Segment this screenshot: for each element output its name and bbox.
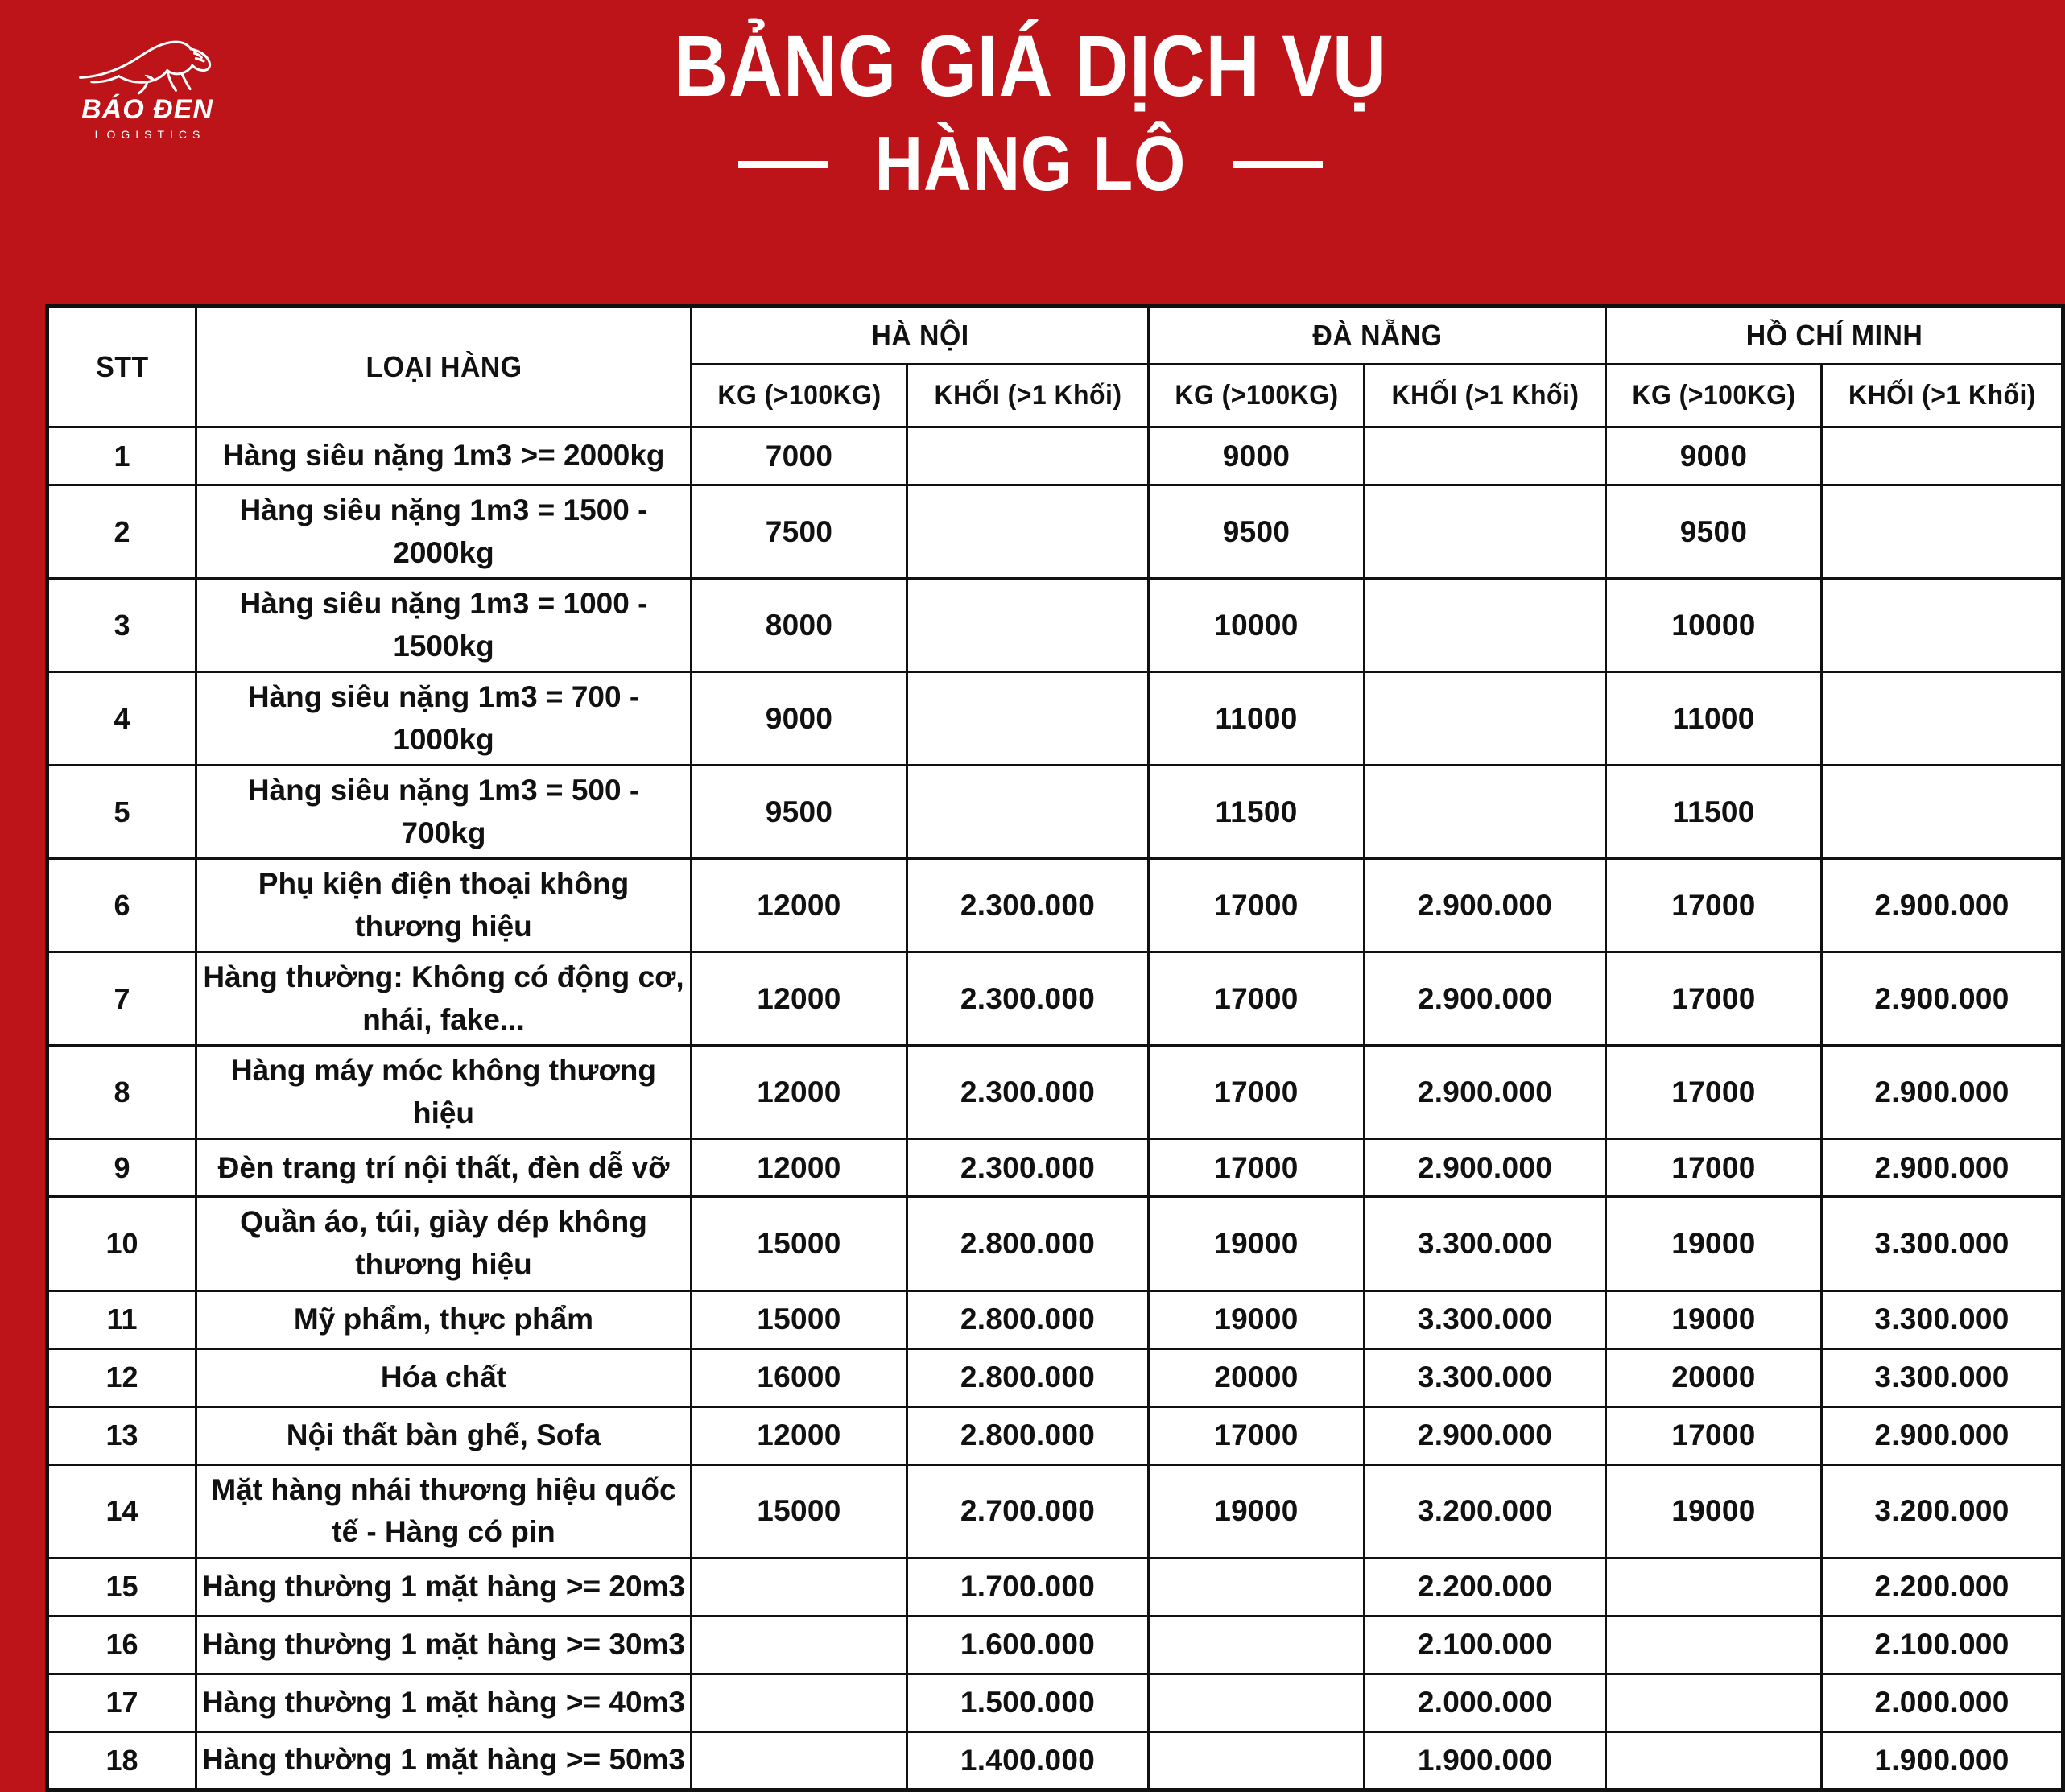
- cell-loai-hang: Hàng siêu nặng 1m3 >= 2000kg: [196, 427, 692, 485]
- cell-hcm-khoi: 3.200.000: [1822, 1464, 2063, 1558]
- cell-hn-kg: 12000: [692, 952, 907, 1046]
- cell-dn-khoi: [1365, 766, 1606, 859]
- cell-dn-khoi: 2.900.000: [1365, 859, 1606, 952]
- col-header-hn-kg: KG (>100KG): [698, 365, 901, 427]
- cell-loai-hang: Hàng thường 1 mặt hàng >= 30m3: [196, 1616, 692, 1674]
- cell-loai-hang: Hàng siêu nặng 1m3 = 700 - 1000kg: [196, 672, 692, 766]
- col-header-dn-khoi: KHỐI (>1 Khối): [1372, 365, 1599, 427]
- cell-hn-kg: 7500: [692, 485, 907, 579]
- cell-hcm-khoi: 3.300.000: [1822, 1197, 2063, 1290]
- cell-hn-khoi: [907, 579, 1149, 672]
- rule-right-icon: [1233, 161, 1323, 168]
- cell-dn-khoi: 2.100.000: [1365, 1616, 1606, 1674]
- cell-hcm-kg: 11500: [1606, 766, 1822, 859]
- cell-hcm-khoi: [1822, 672, 2063, 766]
- cell-hcm-khoi: 3.300.000: [1822, 1290, 2063, 1348]
- cell-loai-hang: Hàng máy móc không thương hiệu: [196, 1046, 692, 1139]
- rule-left-icon: [738, 161, 828, 168]
- cell-hn-kg: 12000: [692, 1046, 907, 1139]
- cell-hn-kg: 9500: [692, 766, 907, 859]
- cell-loai-hang: Đèn trang trí nội thất, đèn dễ vỡ: [196, 1139, 692, 1197]
- cell-dn-kg: 17000: [1149, 859, 1365, 952]
- cell-dn-khoi: 3.300.000: [1365, 1348, 1606, 1406]
- table-row: [47, 766, 2063, 859]
- cell-hcm-kg: 17000: [1606, 1406, 1822, 1464]
- table-row: [47, 1197, 2063, 1290]
- subtitle-row: [0, 121, 2061, 207]
- cell-dn-khoi: [1365, 427, 1606, 485]
- cell-hn-kg: 15000: [692, 1464, 907, 1558]
- table-header-row-groups: [47, 307, 2063, 365]
- cell-dn-kg: 20000: [1149, 1348, 1365, 1406]
- cell-hcm-khoi: 2.200.000: [1822, 1558, 2063, 1616]
- table-row: [47, 1139, 2063, 1197]
- brand-tagline: LOGISTICS: [94, 128, 206, 141]
- cell-hcm-kg: [1606, 1558, 1822, 1616]
- cell-dn-khoi: 2.000.000: [1365, 1674, 1606, 1732]
- cell-hcm-kg: 17000: [1606, 859, 1822, 952]
- cell-stt: 11: [47, 1290, 196, 1348]
- cell-loai-hang: Hàng thường: Không có động cơ, nhái, fake...: [196, 952, 692, 1046]
- cell-loai-hang: Hàng siêu nặng 1m3 = 1500 - 2000kg: [196, 485, 692, 579]
- cell-hn-khoi: 2.300.000: [907, 859, 1149, 952]
- cell-stt: 14: [47, 1464, 196, 1558]
- cell-dn-khoi: [1365, 579, 1606, 672]
- cell-hn-kg: [692, 1732, 907, 1790]
- cell-hcm-khoi: 2.900.000: [1822, 1406, 2063, 1464]
- cell-hcm-kg: 19000: [1606, 1464, 1822, 1558]
- cell-stt: 5: [47, 766, 196, 859]
- cell-stt: 13: [47, 1406, 196, 1464]
- cell-loai-hang: Hàng thường 1 mặt hàng >= 40m3: [196, 1674, 692, 1732]
- cell-loai-hang: Mỹ phẩm, thực phẩm: [196, 1290, 692, 1348]
- cell-hn-khoi: 2.800.000: [907, 1348, 1149, 1406]
- cell-loai-hang: Phụ kiện điện thoại không thương hiệu: [196, 859, 692, 952]
- col-header-hcm-kg: KG (>100KG): [1613, 365, 1815, 427]
- cell-hn-khoi: 2.700.000: [907, 1464, 1149, 1558]
- col-group-header-ha-noi: HÀ NỘI: [705, 307, 1135, 365]
- cell-dn-kg: 9500: [1149, 485, 1365, 579]
- cell-hn-khoi: 2.800.000: [907, 1406, 1149, 1464]
- price-table: [45, 304, 2065, 1792]
- cell-stt: 17: [47, 1674, 196, 1732]
- cell-stt: 1: [47, 427, 196, 485]
- table-row: [47, 1616, 2063, 1674]
- cell-hcm-khoi: [1822, 485, 2063, 579]
- cell-dn-khoi: 3.200.000: [1365, 1464, 1606, 1558]
- table-row: [47, 672, 2063, 766]
- cell-stt: 16: [47, 1616, 196, 1674]
- col-group-header-ho-chi-minh: HỒ CHÍ MINH: [1620, 307, 2050, 365]
- cell-hn-kg: 8000: [692, 579, 907, 672]
- cell-hcm-kg: [1606, 1732, 1822, 1790]
- cell-stt: 2: [47, 485, 196, 579]
- col-header-stt: STT: [52, 307, 192, 427]
- cell-dn-khoi: 2.900.000: [1365, 1406, 1606, 1464]
- cell-dn-kg: [1149, 1616, 1365, 1674]
- col-header-loai-hang: LOẠI HÀNG: [211, 307, 676, 427]
- cell-hn-kg: [692, 1674, 907, 1732]
- table-row: [47, 1406, 2063, 1464]
- cell-hcm-kg: 19000: [1606, 1290, 1822, 1348]
- cell-loai-hang: Hóa chất: [196, 1348, 692, 1406]
- cell-dn-khoi: 2.900.000: [1365, 1139, 1606, 1197]
- cell-dn-kg: [1149, 1558, 1365, 1616]
- poster-header: [0, 0, 2061, 298]
- cell-hcm-kg: [1606, 1674, 1822, 1732]
- brand-wordmark: BÁO ĐEN: [81, 94, 213, 125]
- table-row: [47, 1290, 2063, 1348]
- cell-hcm-khoi: [1822, 579, 2063, 672]
- cell-dn-kg: 19000: [1149, 1197, 1365, 1290]
- cell-stt: 9: [47, 1139, 196, 1197]
- cell-hcm-kg: 17000: [1606, 952, 1822, 1046]
- cell-hn-khoi: [907, 766, 1149, 859]
- table-body: [47, 427, 2063, 1790]
- cell-hcm-khoi: [1822, 427, 2063, 485]
- cell-loai-hang: Quần áo, túi, giày dép không thương hiệu: [196, 1197, 692, 1290]
- cell-stt: 12: [47, 1348, 196, 1406]
- cell-hcm-kg: 20000: [1606, 1348, 1822, 1406]
- cell-hn-khoi: 2.300.000: [907, 1046, 1149, 1139]
- cell-hcm-kg: 9500: [1606, 485, 1822, 579]
- cell-dn-khoi: 1.900.000: [1365, 1732, 1606, 1790]
- cell-dn-kg: 19000: [1149, 1464, 1365, 1558]
- cell-stt: 15: [47, 1558, 196, 1616]
- cell-hn-kg: 15000: [692, 1197, 907, 1290]
- cell-hcm-khoi: 2.100.000: [1822, 1616, 2063, 1674]
- cell-stt: 7: [47, 952, 196, 1046]
- cell-dn-khoi: 2.900.000: [1365, 1046, 1606, 1139]
- cell-hn-khoi: 2.800.000: [907, 1197, 1149, 1290]
- cell-hn-kg: 15000: [692, 1290, 907, 1348]
- cell-hn-khoi: 2.300.000: [907, 952, 1149, 1046]
- cell-dn-khoi: [1365, 672, 1606, 766]
- cell-dn-kg: [1149, 1732, 1365, 1790]
- cell-loai-hang: Mặt hàng nhái thương hiệu quốc tế - Hàng có pin: [196, 1464, 692, 1558]
- cell-dn-khoi: 2.200.000: [1365, 1558, 1606, 1616]
- cell-dn-kg: 17000: [1149, 1046, 1365, 1139]
- cell-hcm-kg: 9000: [1606, 427, 1822, 485]
- table-row: [47, 1674, 2063, 1732]
- table-row: [47, 427, 2063, 485]
- cell-dn-kg: 17000: [1149, 1139, 1365, 1197]
- cell-hcm-khoi: 3.300.000: [1822, 1348, 2063, 1406]
- table-row: [47, 1732, 2063, 1790]
- cell-hn-khoi: 1.400.000: [907, 1732, 1149, 1790]
- cell-hcm-kg: 11000: [1606, 672, 1822, 766]
- col-header-hn-khoi: KHỐI (>1 Khối): [915, 365, 1142, 427]
- cell-hn-khoi: [907, 672, 1149, 766]
- table-row: [47, 1558, 2063, 1616]
- cell-hcm-khoi: 2.000.000: [1822, 1674, 2063, 1732]
- cell-dn-kg: 19000: [1149, 1290, 1365, 1348]
- cell-hn-khoi: [907, 485, 1149, 579]
- cell-hn-khoi: 2.300.000: [907, 1139, 1149, 1197]
- cell-stt: 4: [47, 672, 196, 766]
- cell-dn-khoi: 2.900.000: [1365, 952, 1606, 1046]
- cell-hn-kg: [692, 1558, 907, 1616]
- cell-hcm-kg: 19000: [1606, 1197, 1822, 1290]
- cell-dn-kg: 10000: [1149, 579, 1365, 672]
- cell-hn-kg: 12000: [692, 1406, 907, 1464]
- cell-dn-kg: 9000: [1149, 427, 1365, 485]
- cell-hn-khoi: 2.800.000: [907, 1290, 1149, 1348]
- cell-hcm-khoi: 2.900.000: [1822, 1046, 2063, 1139]
- cell-loai-hang: Hàng siêu nặng 1m3 = 1000 - 1500kg: [196, 579, 692, 672]
- cell-dn-kg: [1149, 1674, 1365, 1732]
- table-row: [47, 952, 2063, 1046]
- cell-hn-kg: [692, 1616, 907, 1674]
- cell-dn-kg: 11500: [1149, 766, 1365, 859]
- table-row: [47, 485, 2063, 579]
- table-head: [47, 307, 2063, 427]
- cell-loai-hang: Hàng thường 1 mặt hàng >= 50m3: [196, 1732, 692, 1790]
- table-row: [47, 1348, 2063, 1406]
- cell-hcm-khoi: 2.900.000: [1822, 952, 2063, 1046]
- cell-dn-khoi: [1365, 485, 1606, 579]
- cell-hcm-kg: 10000: [1606, 579, 1822, 672]
- cell-loai-hang: Nội thất bàn ghế, Sofa: [196, 1406, 692, 1464]
- cell-dn-kg: 17000: [1149, 1406, 1365, 1464]
- cell-hcm-kg: 17000: [1606, 1139, 1822, 1197]
- page-title: BẢNG GIÁ DỊCH VỤ: [674, 17, 1387, 114]
- cell-dn-khoi: 3.300.000: [1365, 1197, 1606, 1290]
- price-table-container: [45, 304, 2036, 1792]
- cell-dn-kg: 17000: [1149, 952, 1365, 1046]
- cell-hn-kg: 12000: [692, 859, 907, 952]
- cell-hn-kg: 12000: [692, 1139, 907, 1197]
- cell-stt: 6: [47, 859, 196, 952]
- col-header-hcm-khoi: KHỐI (>1 Khối): [1829, 365, 2056, 427]
- cell-stt: 3: [47, 579, 196, 672]
- cell-stt: 18: [47, 1732, 196, 1790]
- cell-loai-hang: Hàng thường 1 mặt hàng >= 20m3: [196, 1558, 692, 1616]
- cell-hcm-khoi: 1.900.000: [1822, 1732, 2063, 1790]
- table-row: [47, 1046, 2063, 1139]
- cell-hcm-khoi: 2.900.000: [1822, 859, 2063, 952]
- cell-hcm-khoi: [1822, 766, 2063, 859]
- table-row: [47, 1464, 2063, 1558]
- cell-stt: 8: [47, 1046, 196, 1139]
- cell-hn-kg: 16000: [692, 1348, 907, 1406]
- cell-hn-kg: 7000: [692, 427, 907, 485]
- col-header-dn-kg: KG (>100KG): [1155, 365, 1358, 427]
- title-block: [0, 17, 2061, 207]
- cell-dn-khoi: 3.300.000: [1365, 1290, 1606, 1348]
- cell-stt: 10: [47, 1197, 196, 1290]
- cell-hn-khoi: 1.700.000: [907, 1558, 1149, 1616]
- cell-dn-kg: 11000: [1149, 672, 1365, 766]
- cell-hn-kg: 9000: [692, 672, 907, 766]
- table-row: [47, 579, 2063, 672]
- col-group-header-da-nang: ĐÀ NẴNG: [1163, 307, 1592, 365]
- table-row: [47, 859, 2063, 952]
- page-subtitle: HÀNG LÔ: [874, 121, 1187, 207]
- cell-loai-hang: Hàng siêu nặng 1m3 = 500 - 700kg: [196, 766, 692, 859]
- cell-hn-khoi: 1.500.000: [907, 1674, 1149, 1732]
- cell-hcm-kg: [1606, 1616, 1822, 1674]
- cell-hcm-kg: 17000: [1606, 1046, 1822, 1139]
- cell-hn-khoi: [907, 427, 1149, 485]
- cell-hn-khoi: 1.600.000: [907, 1616, 1149, 1674]
- cell-hcm-khoi: 2.900.000: [1822, 1139, 2063, 1197]
